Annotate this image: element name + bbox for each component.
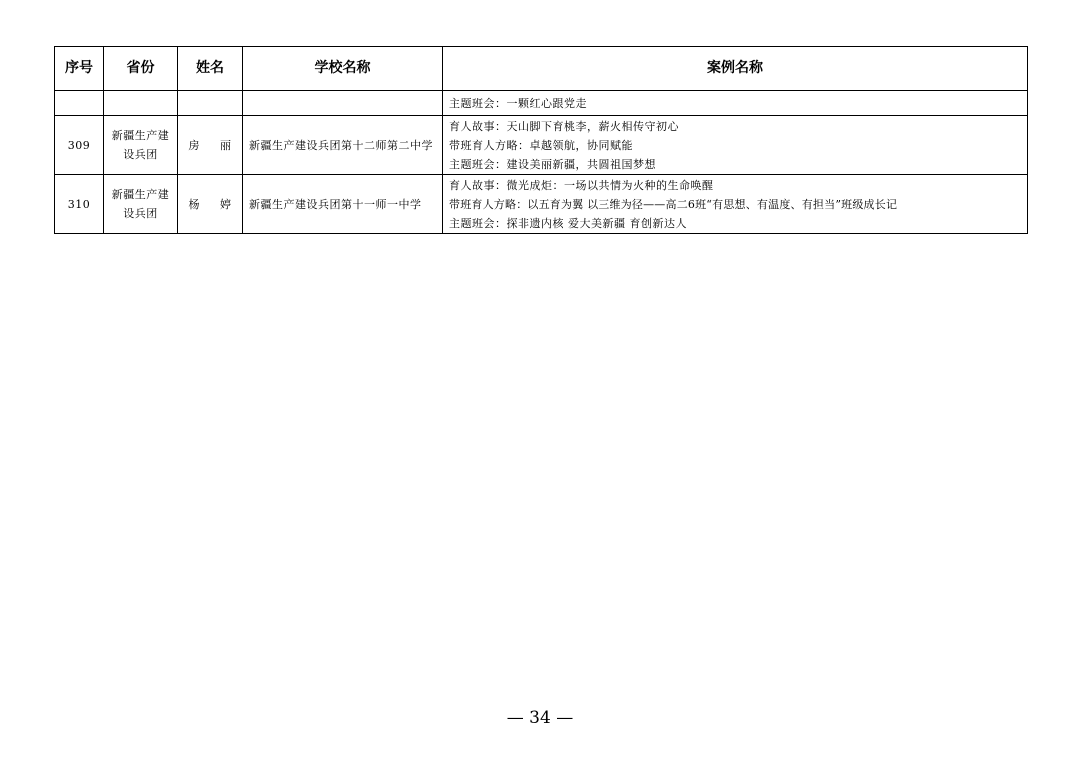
cell-seq: 310 [55, 175, 104, 234]
cell-cases [443, 175, 1028, 234]
cell-name [178, 175, 243, 234]
award-table [54, 46, 1028, 234]
table-row-continuation [55, 91, 1028, 116]
cell-province [104, 91, 178, 116]
case-line-story: 育人故事：天山脚下育桃李，薪火相传守初心 [449, 119, 679, 133]
case-line-strategy: 带班育人方略：卓越领航，协同赋能 [449, 138, 633, 152]
cell-cases [443, 91, 1028, 116]
cell-name [178, 91, 243, 116]
header-school: 学校名称 [243, 47, 443, 91]
cell-school: 新疆生产建设兵团第十一师一中学 [243, 175, 443, 234]
table-row [55, 175, 1028, 234]
cell-province: 新疆生产建设兵团 [104, 175, 178, 234]
page-number: — 34 — [506, 708, 574, 728]
name-char: 杨 [188, 197, 200, 211]
cell-cases [443, 116, 1028, 175]
cell-seq [55, 91, 104, 116]
case-line-story: 育人故事：微光成炬：一场以共情为火种的生命唤醒 [449, 178, 714, 192]
cell-school: 新疆生产建设兵团第十二师第二中学 [243, 116, 443, 175]
header-province: 省份 [104, 47, 178, 91]
header-seq: 序号 [55, 47, 104, 91]
case-line-meeting: 主题班会：建设美丽新疆，共圆祖国梦想 [449, 157, 656, 171]
cell-name [178, 116, 243, 175]
case-line: 主题班会：一颗红心跟党走 [449, 96, 587, 110]
table-row [55, 116, 1028, 175]
name-char: 婷 [220, 197, 232, 211]
header-name: 姓名 [178, 47, 243, 91]
header-case: 案例名称 [443, 47, 1028, 91]
cell-province: 新疆生产建设兵团 [104, 116, 178, 175]
cell-school [243, 91, 443, 116]
case-line-meeting: 主题班会：探非遗内核 爱大美新疆 育创新达人 [449, 216, 687, 230]
name-char: 房 [188, 138, 200, 152]
name-char: 丽 [220, 138, 232, 152]
cell-seq: 309 [55, 116, 104, 175]
header-row [55, 47, 1028, 91]
case-line-strategy: 带班育人方略：以五育为翼 以三维为径——高二6班“有思想、有温度、有担当”班级成长记 [449, 197, 898, 211]
